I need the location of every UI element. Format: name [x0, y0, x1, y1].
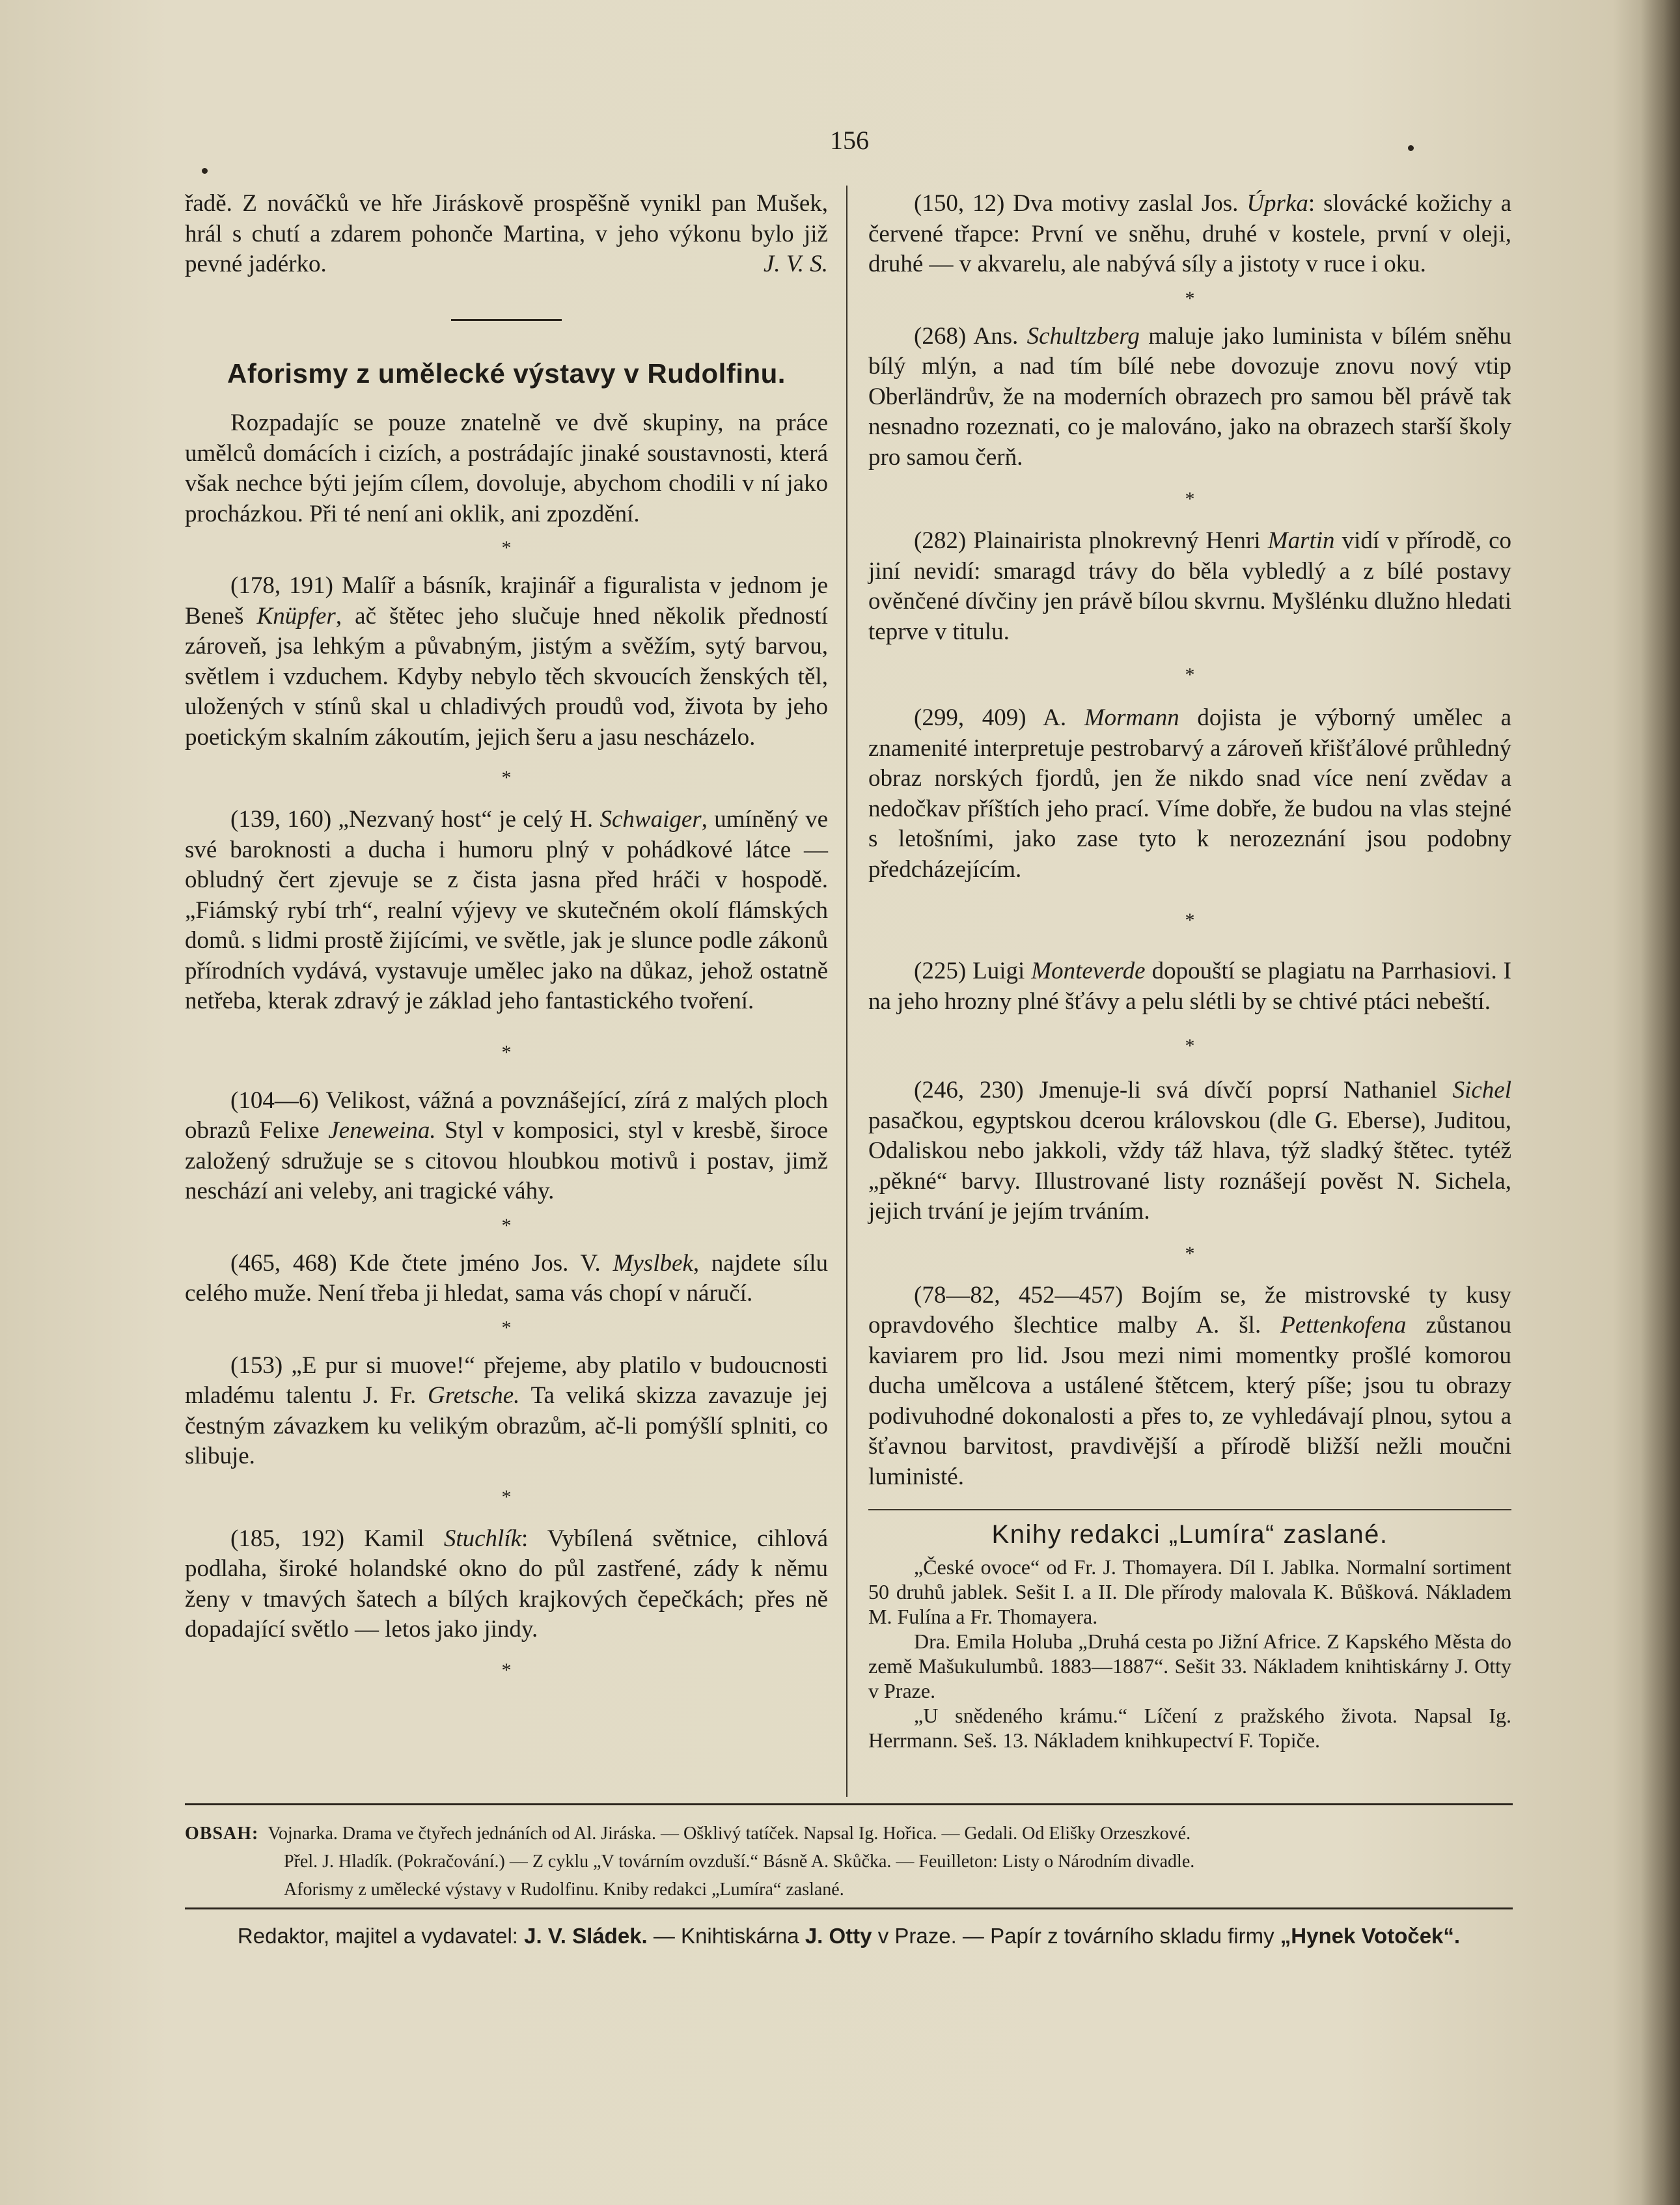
aphorism-entry: (104—6) Velikost, vážná a povznášející, zírá z malých ploch obrazů Felixe Jeneweina. Styl v komposici, styl v kresbě, široce založený sdružuje se s citovou hloubkou motivů i postav, jimž neschází ani veleby, ani tragické váhy.: [185, 1087, 828, 1204]
article-title: Aforismy z umělecké výstavy v Rudolfinu.: [227, 357, 786, 389]
section-star: *: [501, 767, 512, 788]
printer-name: J. Otty: [805, 1924, 872, 1948]
artist-name: Martin: [1267, 527, 1335, 554]
artist-name: Jeneweina.: [328, 1117, 436, 1144]
section-star: *: [1185, 287, 1195, 309]
aphorism-entry: (139, 160) „Nezvaný host“ je celý H. Schwaiger, umíněný ve své baroknosti a ducha i humoru plný v pohádkové látce — obludný čert zjevuje se z čista jasna před hráči v hospodě. „Fiámský rybí trh“, realní výjevy ve skutečném okolí flámských domů. s lidmi prostě žijícími, ve světle, jak je slunce podle zákonů přírodních vydává, vystavuje umělec jako na důkaz, jehož ostatně netřeba, kterak zdravý je základ jeho fantastického tvoření.: [185, 806, 829, 1014]
book-entry: „České ovoce“ od Fr. J. Thomayera. Díl I. Jablka. Normalní sortiment 50 druhů jablek. Sešit I. a II. Dle přírody malovala K. Bůšková. Nákladem M. Fulína a Fr. Thomayera.: [868, 1555, 1511, 1628]
artist-name: Sichel: [1452, 1077, 1511, 1103]
table-of-contents: [185, 1820, 1513, 1904]
contents-top-rule: [185, 1803, 1513, 1805]
contents-bottom-rule: [185, 1907, 1513, 1909]
artist-name: Mormann: [1084, 704, 1179, 731]
section-star: *: [501, 1041, 512, 1063]
aphorism-entry: (268) Ans. Schultzberg maluje jako luminista v bílém sněhu bílý mlýn, a nad tím bílé nebe dovozuje znovu nový vtip Oberländrův, že na moderních obrazech pro samou běl právě tak nesnadno rozeznati, co je malováno, jako na obrazech starší školy pro samou čerň.: [868, 322, 1511, 471]
artist-name: Knüpfer: [256, 602, 336, 630]
page-number: 156: [830, 126, 869, 155]
article-separator-rule: [451, 319, 562, 321]
book-spine-shadow: [1641, 0, 1680, 2205]
section-star: *: [501, 1486, 512, 1508]
right-column: [868, 189, 1511, 1753]
print-speck: [202, 168, 208, 174]
article-intro: Rozpadajíc se pouze znatelně ve dvě skupiny, na práce umělců domácích i cizích, a postrádajíc jinaké soustavnosti, která však nechce býti jejím cílem, dovoluje, abychom chodili v ní jako procházkou. Při té není ani oklik, ani zpozdění.: [185, 409, 828, 527]
section-star: *: [501, 1659, 512, 1681]
aphorism-entry: (178, 191) Malíř a básník, krajinář a figuralista v jednom je Beneš Knüpfer, ač štětec jeho slučuje hned několik předností zároveň, jsa lehkým a půvabným, jistým a svěžím, sytý barvou, světlem i vzduchem. Kdyby nebylo těch skvoucích ženských těl, uložených v stínů skal u chladivých proudů vod, života by jeho poetickým skalním zákoutím, jejich šeru a jasu nescházelo.: [185, 572, 828, 751]
aphorism-entry: (153) „E pur si muove!“ přejeme, aby platilo v budoucnosti mladému talentu J. Fr. Gretsche. Ta veliká skizza zavazuje jej čestným závazkem ku velikým obrazům, ač-li pomýšlí splniti, co slibuje.: [185, 1352, 829, 1469]
aphorism-entry: (465, 468) Kde čtete jméno Jos. V. Myslbek, najdete sílu celého muže. Není třeba ji hledat, sama vás chopí v náručí.: [185, 1249, 828, 1307]
artist-name: Monteverde: [1031, 958, 1146, 984]
artist-name: Gretsche.: [427, 1382, 520, 1409]
section-star: *: [501, 537, 512, 559]
artist-name: Schultzberg: [1026, 322, 1140, 350]
artist-name: Stuchlík: [443, 1525, 522, 1552]
aphorism-entry: (225) Luigi Monteverde dopouští se plagiatu na Parrhasiovi. I na jeho hrozny plné šťávy a pelu slétli by se chtivé ptáci nebeští.: [868, 958, 1511, 1015]
section-star: *: [1185, 909, 1195, 931]
section-star: *: [501, 1316, 512, 1338]
editor-name: J. V. Sládek.: [524, 1924, 648, 1948]
books-section-rule: [868, 1509, 1511, 1510]
contents-label: OBSAH:: [185, 1824, 259, 1844]
left-column: [185, 189, 828, 1693]
artist-name: Myslbek: [613, 1249, 693, 1277]
artist-name: Schwaiger: [599, 806, 702, 833]
previous-article-ending: řadě. Z nováčků ve hře Jiráskově prospěšně vynikl pan Mušek, hrál s chutí a zdarem pohonče Martina, v jeho výkonu bylo již pevné jadérko. J. V. S.: [185, 189, 828, 280]
contents-line: Aforismy z umělecké výstavy v Rudolfinu. Kniby redakci „Lumíra“ zaslané.: [284, 1879, 844, 1900]
imprint: Redaktor, majitel a vydavatel: J. V. Sládek. — Knihtiskárna J. Otty v Praze. — Papír z továrního skladu firmy „Hynek Votoček“.: [237, 1924, 1461, 1948]
section-star: *: [501, 1214, 512, 1236]
aphorism-entry: (282) Plainairista plnokrevný Henri Martin vidí v přírodě, co jiní nevidí: smaragd trávy do běla vybledlý a z bílé postavy ověnčené dívčiny jen právě bílou skvrnu. Myšlénku dlužno hledati teprve v titulu.: [868, 527, 1512, 645]
books-section-title: Knihy redakci „Lumíra“ zaslané.: [991, 1520, 1388, 1549]
artist-name: Úprka: [1246, 190, 1308, 217]
contents-line: Vojnarka. Drama ve čtyřech jednáních od Al. Jiráska. — Ošklivý tatíček. Napsal Ig. Hořica. — Gedali. Od Elišky Orzeszkové.: [268, 1824, 1191, 1844]
book-entry: „U snědeného krámu.“ Líčení z pražského života. Napsal Ig. Herrmann. Seš. 13. Nákladem knihkupectví F. Topiče.: [868, 1704, 1511, 1752]
paper-firm-name: „Hynek Votoček“.: [1280, 1924, 1461, 1948]
section-star: *: [1185, 1035, 1195, 1057]
column-divider: [846, 186, 847, 1797]
aphorism-entry: (299, 409) A. Mormann dojista je výborný umělec a znamenité interpretuje pestrobarvý a zároveň křišťálové průhledný obraz norských fjordů, jen že nikdo snad více není zvědav a nedočkav příštích jeho prací. Víme dobře, že budou na vlas stejné s letošními, jako zase tyto k nerozeznání jsou podobny předcházejícím.: [868, 704, 1511, 883]
received-books-list: [868, 1555, 1511, 1753]
aphorism-entry: (78—82, 452—457) Bojím se, že mistrovské ty kusy opravdového šlechtice malby A. šl. Pettenkofena zůstanou kaviarem pro lid. Jsou mezi nimi momentky prošlé komorou ducha umělcova a ustálené štětcem, který píše; jsou tu obrazy podivuhodné dokonalosti a přes to, ze vyhledávají plnou, sytou a šťavnou barvitost, pravdivější a přírodě bližší nežli moučni luministé.: [868, 1281, 1511, 1490]
print-speck: [1408, 145, 1414, 151]
aphorism-entry: (150, 12) Dva motivy zaslal Jos. Úprka: slovácké kožichy a červené třapce: První ve sněhu, druhé v kostele, první v oleji, druhé — v akvarelu, ale nabývá síly a jistoty v ruce i oku.: [868, 190, 1511, 277]
section-star: *: [1185, 488, 1195, 510]
author-signature: J. V. S.: [763, 251, 828, 277]
artist-name: Pettenkofena: [1280, 1312, 1407, 1338]
section-star: *: [1185, 1242, 1195, 1264]
contents-line: Přel. J. Hladík. (Pokračování.) — Z cyklu „V továrním ovzduší.“ Básně A. Skůčka. — Feuilleton: Listy o Národním divadle.: [284, 1851, 1195, 1872]
book-entry: Dra. Emila Holuba „Druhá cesta po Jižní Africe. Z Kapského Města do země Mašukulumbů. 1883—1887“. Sešit 33. Nákladem knihtiskárny J. Otty v Praze.: [868, 1629, 1511, 1702]
section-star: *: [1185, 664, 1195, 686]
aphorism-entry: (246, 230) Jmenuje-li svá dívčí poprsí Nathaniel Sichel pasačkou, egyptskou dcerou královskou (dle G. Eberse), Juditou, Odaliskou nebo jakkoli, vždy táž hlava, týž sladký štětec. tytéž „pěkné“ barvy. Illustrované listy roznášejí pověst N. Sichela, jejich trvání je jejím trváním.: [868, 1077, 1511, 1225]
aphorism-entry: (185, 192) Kamil Stuchlík: Vybílená světnice, cihlová podlaha, široké holandské okno do půl zastřené, zády k němu ženy v tmavých šatech a bílých krajkových čepečkách; přes ně dopadající světlo — letos jako jindy.: [185, 1525, 829, 1643]
